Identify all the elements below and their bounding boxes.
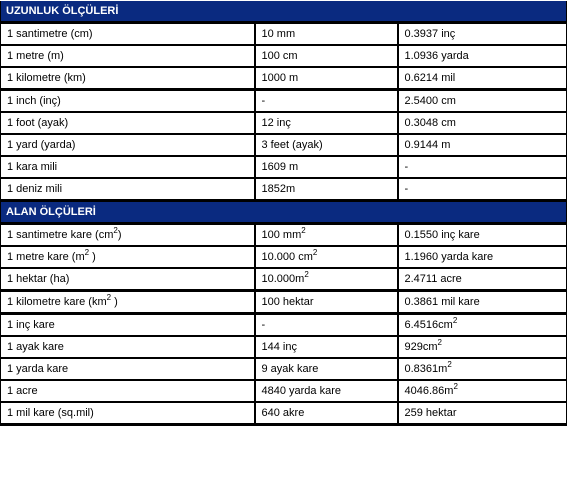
table-body bbox=[1, 1, 567, 425]
unit-cell: 1 kilometre kare ($km^2$ ) bbox=[1, 291, 255, 314]
table-row bbox=[1, 67, 567, 90]
unit-cell: 1 yarda kare bbox=[1, 358, 255, 380]
unit-cell: 1 acre bbox=[1, 380, 255, 402]
unit-cell: 1 ayak kare bbox=[1, 336, 255, 358]
conversion-cell: 1.0936 yarda bbox=[398, 45, 567, 67]
equivalent-cell: 144 inç bbox=[255, 336, 398, 358]
section-header bbox=[1, 201, 567, 224]
unit-cell: 1 foot (ayak) bbox=[1, 112, 255, 134]
table-row bbox=[1, 134, 567, 156]
table-row bbox=[1, 380, 567, 402]
equivalent-cell: 100 hektar bbox=[255, 291, 398, 314]
equivalent-cell: 640 akre bbox=[255, 402, 398, 425]
equivalent-cell: $10.000m^2$ bbox=[255, 268, 398, 291]
table-row bbox=[1, 112, 567, 134]
table-row bbox=[1, 314, 567, 337]
table-row bbox=[1, 358, 567, 380]
unit-cell: 1 kara mili bbox=[1, 156, 255, 178]
unit-cell: 1 metre (m) bbox=[1, 45, 255, 67]
conversion-cell: $6.4516cm^2$ bbox=[398, 314, 567, 337]
conversion-cell: - bbox=[398, 178, 567, 201]
unit-cell: 1 kilometre (km) bbox=[1, 67, 255, 90]
equivalent-cell: 12 inç bbox=[255, 112, 398, 134]
conversion-cell: 0.3048 cm bbox=[398, 112, 567, 134]
unit-cell: 1 santimetre (cm) bbox=[1, 23, 255, 46]
table-row bbox=[1, 156, 567, 178]
equivalent-cell: 1852m bbox=[255, 178, 398, 201]
equivalent-cell: 100 cm bbox=[255, 45, 398, 67]
equivalent-cell: 9 ayak kare bbox=[255, 358, 398, 380]
conversion-cell: 1.1960 yarda kare bbox=[398, 246, 567, 268]
conversion-cell: 259 hektar bbox=[398, 402, 567, 425]
unit-cell: 1 deniz mili bbox=[1, 178, 255, 201]
section-title: UZUNLUK ÖLÇÜLERİ bbox=[1, 1, 567, 23]
unit-cell: 1 inch (inç) bbox=[1, 90, 255, 113]
equivalent-cell: 1609 m bbox=[255, 156, 398, 178]
unit-cell: 1 metre kare ($m^2$ ) bbox=[1, 246, 255, 268]
unit-cell: 1 yard (yarda) bbox=[1, 134, 255, 156]
equivalent-cell: 10.000 $cm^2$ bbox=[255, 246, 398, 268]
table-row bbox=[1, 45, 567, 67]
conversion-cell: 0.3937 inç bbox=[398, 23, 567, 46]
unit-cell: 1 santimetre kare $(cm^2)$ bbox=[1, 224, 255, 247]
equivalent-cell: - bbox=[255, 314, 398, 337]
unit-cell: 1 inç kare bbox=[1, 314, 255, 337]
conversion-cell: - bbox=[398, 156, 567, 178]
table-row bbox=[1, 224, 567, 247]
conversion-cell: 0.6214 mil bbox=[398, 67, 567, 90]
table-row bbox=[1, 336, 567, 358]
equivalent-cell: 10 mm bbox=[255, 23, 398, 46]
conversion-cell: 0.1550 inç kare bbox=[398, 224, 567, 247]
table-row bbox=[1, 23, 567, 46]
conversion-cell: 0.9144 m bbox=[398, 134, 567, 156]
conversion-cell: $4046.86m^2$ bbox=[398, 380, 567, 402]
table-row bbox=[1, 178, 567, 201]
conversion-cell: 2.5400 cm bbox=[398, 90, 567, 113]
table-row bbox=[1, 268, 567, 291]
conversion-cell: $929cm^2$ bbox=[398, 336, 567, 358]
conversion-cell: $0.8361m^2$ bbox=[398, 358, 567, 380]
table-row bbox=[1, 90, 567, 113]
equivalent-cell: - bbox=[255, 90, 398, 113]
table-row bbox=[1, 402, 567, 425]
equivalent-cell: 4840 yarda kare bbox=[255, 380, 398, 402]
equivalent-cell: 1000 m bbox=[255, 67, 398, 90]
section-header bbox=[1, 1, 567, 23]
unit-cell: 1 hektar (ha) bbox=[1, 268, 255, 291]
section-title: ALAN ÖLÇÜLERİ bbox=[1, 201, 567, 224]
table-row bbox=[1, 291, 567, 314]
table-row bbox=[1, 246, 567, 268]
conversion-cell: 0.3861 mil kare bbox=[398, 291, 567, 314]
unit-cell: 1 mil kare (sq.mil) bbox=[1, 402, 255, 425]
equivalent-cell: 100 $mm^2$ bbox=[255, 224, 398, 247]
equivalent-cell: 3 feet (ayak) bbox=[255, 134, 398, 156]
conversion-cell: 2.4711 acre bbox=[398, 268, 567, 291]
